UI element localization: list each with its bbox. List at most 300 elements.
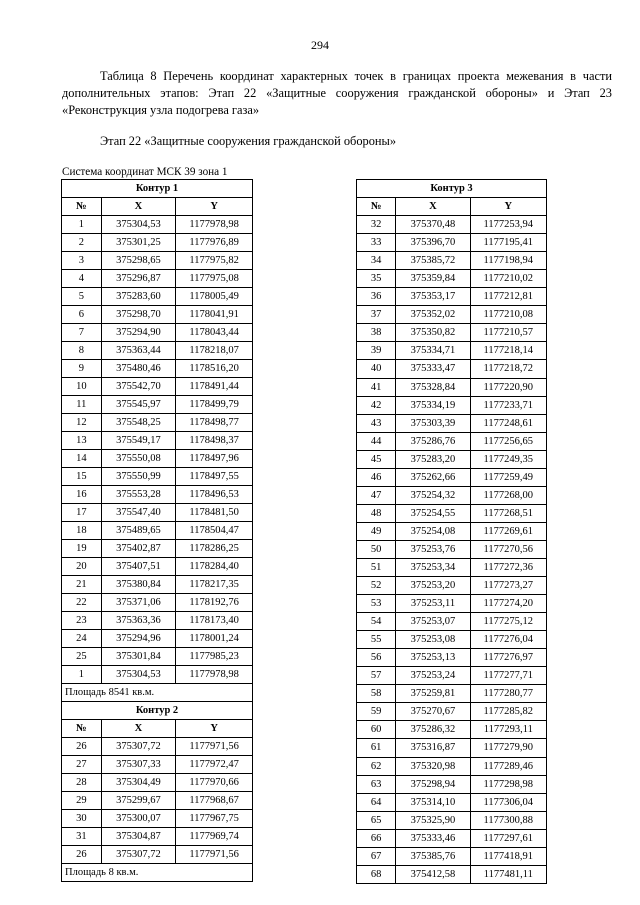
table-row (62, 810, 253, 828)
table-row (357, 811, 547, 829)
y-coordinate: 1177259,49 (470, 468, 546, 486)
table-row (357, 432, 547, 450)
table-row (62, 342, 253, 360)
x-coordinate: 375259,81 (396, 685, 470, 703)
y-coordinate: 1177285,82 (470, 703, 546, 721)
table-caption: Таблица 8 Перечень координат характерных точек в границах проекта межевания в части дополнительных этапов: Этап 22 «Защитные сооружения гражданской обороны» и Этап 23 «Реконструкция узла подогрева газа» (62, 69, 612, 117)
table-row (357, 234, 547, 252)
right-table-body (357, 180, 547, 884)
point-number: 23 (62, 612, 102, 630)
contour-title: Контур 3 (357, 180, 547, 198)
y-coordinate: 1178498,77 (176, 414, 253, 432)
table-row (357, 378, 547, 396)
table-row (357, 775, 547, 793)
point-number: 25 (62, 648, 102, 666)
point-number: 65 (357, 811, 396, 829)
x-coordinate: 375333,46 (396, 829, 470, 847)
point-number: 1 (62, 216, 102, 234)
y-coordinate: 1177972,47 (176, 756, 253, 774)
point-number: 29 (62, 792, 102, 810)
point-number: 13 (62, 432, 102, 450)
x-coordinate: 375301,84 (101, 648, 176, 666)
x-coordinate: 375283,20 (396, 450, 470, 468)
point-number: 7 (62, 324, 102, 342)
point-number: 8 (62, 342, 102, 360)
table-row (357, 360, 547, 378)
x-coordinate: 375352,02 (396, 306, 470, 324)
point-number: 35 (357, 270, 396, 288)
table-row (357, 739, 547, 757)
point-number: 32 (357, 216, 396, 234)
y-coordinate: 1177269,61 (470, 522, 546, 540)
y-coordinate: 1178481,50 (176, 504, 253, 522)
point-number: 31 (62, 828, 102, 846)
table-row (357, 396, 547, 414)
point-number: 46 (357, 468, 396, 486)
x-coordinate: 375262,66 (396, 468, 470, 486)
y-coordinate: 1177248,61 (470, 414, 546, 432)
point-number: 60 (357, 721, 396, 739)
table-row (62, 576, 253, 594)
x-coordinate: 375270,67 (396, 703, 470, 721)
x-coordinate: 375253,11 (396, 595, 470, 613)
table-row (357, 414, 547, 432)
column-header-row (62, 198, 253, 216)
table-row (357, 216, 547, 234)
y-coordinate: 1177270,56 (470, 540, 546, 558)
point-number: 34 (357, 252, 396, 270)
table-row (62, 612, 253, 630)
table-row (357, 270, 547, 288)
point-number: 45 (357, 450, 396, 468)
coordinates-table-left (61, 179, 253, 882)
point-number: 63 (357, 775, 396, 793)
point-number: 12 (62, 414, 102, 432)
table-row (62, 468, 253, 486)
point-number: 47 (357, 486, 396, 504)
y-coordinate: 1177274,20 (470, 595, 546, 613)
point-number: 56 (357, 649, 396, 667)
table-row (357, 450, 547, 468)
contour-title-row (62, 702, 253, 720)
column-header-y: Y (470, 198, 546, 216)
x-coordinate: 375353,17 (396, 288, 470, 306)
y-coordinate: 1177273,27 (470, 577, 546, 595)
x-coordinate: 375320,98 (396, 757, 470, 775)
point-number: 19 (62, 540, 102, 558)
point-number: 21 (62, 576, 102, 594)
stage-title: Этап 22 «Защитные сооружения гражданской обороны» (100, 134, 397, 148)
x-coordinate: 375286,76 (396, 432, 470, 450)
x-coordinate: 375253,76 (396, 540, 470, 558)
y-coordinate: 1177289,46 (470, 757, 546, 775)
x-coordinate: 375314,10 (396, 793, 470, 811)
table-row (357, 649, 547, 667)
x-coordinate: 375402,87 (101, 540, 176, 558)
x-coordinate: 375303,39 (396, 414, 470, 432)
table-row (62, 216, 253, 234)
area-row (62, 864, 253, 882)
point-number: 49 (357, 522, 396, 540)
y-coordinate: 1177198,94 (470, 252, 546, 270)
table-row (357, 306, 547, 324)
coordinate-system-label: Система координат МСК 39 зона 1 (62, 166, 228, 178)
x-coordinate: 375253,24 (396, 667, 470, 685)
point-number: 5 (62, 288, 102, 306)
x-coordinate: 375254,32 (396, 486, 470, 504)
table-row (62, 594, 253, 612)
point-number: 3 (62, 252, 102, 270)
y-coordinate: 1177249,35 (470, 450, 546, 468)
table-row (62, 756, 253, 774)
table-row (357, 829, 547, 847)
x-coordinate: 375380,84 (101, 576, 176, 594)
x-coordinate: 375300,07 (101, 810, 176, 828)
y-coordinate: 1178496,53 (176, 486, 253, 504)
x-coordinate: 375480,46 (101, 360, 176, 378)
table-row (357, 631, 547, 649)
point-number: 33 (357, 234, 396, 252)
table-row (357, 865, 547, 883)
table-row (62, 774, 253, 792)
point-number: 30 (62, 810, 102, 828)
column-header-num: № (357, 198, 396, 216)
point-number: 61 (357, 739, 396, 757)
y-coordinate: 1177268,00 (470, 486, 546, 504)
point-number: 37 (357, 306, 396, 324)
point-number: 1 (62, 666, 102, 684)
point-number: 26 (62, 738, 102, 756)
table-row (357, 721, 547, 739)
x-coordinate: 375294,90 (101, 324, 176, 342)
table-row (357, 577, 547, 595)
column-header-num: № (62, 720, 102, 738)
x-coordinate: 375371,06 (101, 594, 176, 612)
y-coordinate: 1177277,71 (470, 667, 546, 685)
left-table-body (62, 180, 253, 882)
x-coordinate: 375363,36 (101, 612, 176, 630)
table-row (62, 432, 253, 450)
y-coordinate: 1177210,02 (470, 270, 546, 288)
y-coordinate: 1178499,79 (176, 396, 253, 414)
contour-title: Контур 2 (62, 702, 253, 720)
table-row (62, 378, 253, 396)
column-header-y: Y (176, 720, 253, 738)
y-coordinate: 1178005,49 (176, 288, 253, 306)
column-header-num: № (62, 198, 102, 216)
y-coordinate: 1178286,25 (176, 540, 253, 558)
y-coordinate: 1177975,08 (176, 270, 253, 288)
x-coordinate: 375385,76 (396, 847, 470, 865)
x-coordinate: 375286,32 (396, 721, 470, 739)
y-coordinate: 1177976,89 (176, 234, 253, 252)
x-coordinate: 375333,47 (396, 360, 470, 378)
x-coordinate: 375307,72 (101, 738, 176, 756)
table-row (62, 324, 253, 342)
table-row (62, 396, 253, 414)
table-row (62, 270, 253, 288)
x-coordinate: 375547,40 (101, 504, 176, 522)
x-coordinate: 375489,65 (101, 522, 176, 540)
area-value: Площадь 8 кв.м. (62, 864, 253, 882)
y-coordinate: 1177970,66 (176, 774, 253, 792)
area-value: Площадь 8541 кв.м. (62, 684, 253, 702)
x-coordinate: 375298,65 (101, 252, 176, 270)
y-coordinate: 1177272,36 (470, 558, 546, 576)
y-coordinate: 1177978,98 (176, 666, 253, 684)
y-coordinate: 1177210,08 (470, 306, 546, 324)
table-row (357, 613, 547, 631)
x-coordinate: 375253,34 (396, 558, 470, 576)
table-row (357, 486, 547, 504)
point-number: 16 (62, 486, 102, 504)
x-coordinate: 375307,72 (101, 846, 176, 864)
table-row (357, 522, 547, 540)
y-coordinate: 1177280,77 (470, 685, 546, 703)
y-coordinate: 1177218,72 (470, 360, 546, 378)
x-coordinate: 375549,17 (101, 432, 176, 450)
y-coordinate: 1177971,56 (176, 846, 253, 864)
y-coordinate: 1177275,12 (470, 613, 546, 631)
column-header-x: X (101, 720, 176, 738)
table-row (357, 595, 547, 613)
x-coordinate: 375294,96 (101, 630, 176, 648)
point-number: 15 (62, 468, 102, 486)
column-header-row (62, 720, 253, 738)
point-number: 43 (357, 414, 396, 432)
point-number: 59 (357, 703, 396, 721)
x-coordinate: 375299,67 (101, 792, 176, 810)
y-coordinate: 1177276,97 (470, 649, 546, 667)
y-coordinate: 1177481,11 (470, 865, 546, 883)
table-row (62, 252, 253, 270)
y-coordinate: 1178218,07 (176, 342, 253, 360)
y-coordinate: 1178491,44 (176, 378, 253, 396)
x-coordinate: 375363,44 (101, 342, 176, 360)
y-coordinate: 1177293,11 (470, 721, 546, 739)
table-row (62, 648, 253, 666)
x-coordinate: 375334,71 (396, 342, 470, 360)
y-coordinate: 1177253,94 (470, 216, 546, 234)
x-coordinate: 375548,25 (101, 414, 176, 432)
x-coordinate: 375550,99 (101, 468, 176, 486)
x-coordinate: 375254,55 (396, 504, 470, 522)
y-coordinate: 1178192,76 (176, 594, 253, 612)
x-coordinate: 375253,08 (396, 631, 470, 649)
table-row (357, 558, 547, 576)
x-coordinate: 375385,72 (396, 252, 470, 270)
x-coordinate: 375298,94 (396, 775, 470, 793)
x-coordinate: 375304,53 (101, 666, 176, 684)
y-coordinate: 1177218,14 (470, 342, 546, 360)
point-number: 38 (357, 324, 396, 342)
table-row (357, 504, 547, 522)
table-row (62, 828, 253, 846)
y-coordinate: 1177978,98 (176, 216, 253, 234)
y-coordinate: 1177969,74 (176, 828, 253, 846)
point-number: 28 (62, 774, 102, 792)
y-coordinate: 1178497,96 (176, 450, 253, 468)
point-number: 41 (357, 378, 396, 396)
point-number: 39 (357, 342, 396, 360)
table-row (62, 666, 253, 684)
x-coordinate: 375350,82 (396, 324, 470, 342)
point-number: 51 (357, 558, 396, 576)
x-coordinate: 375283,60 (101, 288, 176, 306)
x-coordinate: 375304,87 (101, 828, 176, 846)
coordinates-table-right (356, 179, 547, 884)
y-coordinate: 1177306,04 (470, 793, 546, 811)
y-coordinate: 1177210,57 (470, 324, 546, 342)
point-number: 50 (357, 540, 396, 558)
x-coordinate: 375307,33 (101, 756, 176, 774)
column-header-x: X (101, 198, 176, 216)
area-row (62, 684, 253, 702)
y-coordinate: 1177971,56 (176, 738, 253, 756)
y-coordinate: 1177418,91 (470, 847, 546, 865)
point-number: 9 (62, 360, 102, 378)
x-coordinate: 375301,25 (101, 234, 176, 252)
x-coordinate: 375359,84 (396, 270, 470, 288)
point-number: 20 (62, 558, 102, 576)
y-coordinate: 1177967,75 (176, 810, 253, 828)
point-number: 55 (357, 631, 396, 649)
table-row (62, 234, 253, 252)
y-coordinate: 1177268,51 (470, 504, 546, 522)
point-number: 17 (62, 504, 102, 522)
table-row (62, 558, 253, 576)
y-coordinate: 1178498,37 (176, 432, 253, 450)
point-number: 40 (357, 360, 396, 378)
y-coordinate: 1177985,23 (176, 648, 253, 666)
y-coordinate: 1177276,04 (470, 631, 546, 649)
point-number: 27 (62, 756, 102, 774)
x-coordinate: 375253,20 (396, 577, 470, 595)
table-row (62, 792, 253, 810)
y-coordinate: 1178041,91 (176, 306, 253, 324)
x-coordinate: 375325,90 (396, 811, 470, 829)
column-header-x: X (396, 198, 470, 216)
y-coordinate: 1177279,90 (470, 739, 546, 757)
table-row (357, 540, 547, 558)
point-number: 64 (357, 793, 396, 811)
point-number: 2 (62, 234, 102, 252)
point-number: 48 (357, 504, 396, 522)
table-row (357, 667, 547, 685)
point-number: 68 (357, 865, 396, 883)
table-row (357, 847, 547, 865)
point-number: 67 (357, 847, 396, 865)
y-coordinate: 1177298,98 (470, 775, 546, 793)
table-row (62, 450, 253, 468)
y-coordinate: 1177233,71 (470, 396, 546, 414)
y-coordinate: 1177975,82 (176, 252, 253, 270)
table-row (357, 468, 547, 486)
y-coordinate: 1177256,65 (470, 432, 546, 450)
x-coordinate: 375253,07 (396, 613, 470, 631)
y-coordinate: 1178173,40 (176, 612, 253, 630)
point-number: 62 (357, 757, 396, 775)
y-coordinate: 1178497,55 (176, 468, 253, 486)
point-number: 54 (357, 613, 396, 631)
table-row (62, 288, 253, 306)
table-row (62, 738, 253, 756)
point-number: 36 (357, 288, 396, 306)
x-coordinate: 375545,97 (101, 396, 176, 414)
x-coordinate: 375407,51 (101, 558, 176, 576)
table-row (357, 324, 547, 342)
table-row (357, 703, 547, 721)
point-number: 4 (62, 270, 102, 288)
y-coordinate: 1178284,40 (176, 558, 253, 576)
table-row (62, 360, 253, 378)
y-coordinate: 1177212,81 (470, 288, 546, 306)
point-number: 26 (62, 846, 102, 864)
y-coordinate: 1177300,88 (470, 811, 546, 829)
point-number: 10 (62, 378, 102, 396)
y-coordinate: 1178504,47 (176, 522, 253, 540)
x-coordinate: 375316,87 (396, 739, 470, 757)
point-number: 14 (62, 450, 102, 468)
y-coordinate: 1177195,41 (470, 234, 546, 252)
y-coordinate: 1178516,20 (176, 360, 253, 378)
x-coordinate: 375542,70 (101, 378, 176, 396)
contour-title-row (62, 180, 253, 198)
table-row (357, 342, 547, 360)
x-coordinate: 375253,13 (396, 649, 470, 667)
table-row (62, 504, 253, 522)
point-number: 6 (62, 306, 102, 324)
x-coordinate: 375396,70 (396, 234, 470, 252)
y-coordinate: 1177297,61 (470, 829, 546, 847)
x-coordinate: 375550,08 (101, 450, 176, 468)
contour-title: Контур 1 (62, 180, 253, 198)
y-coordinate: 1178217,35 (176, 576, 253, 594)
point-number: 44 (357, 432, 396, 450)
column-header-row (357, 198, 547, 216)
point-number: 11 (62, 396, 102, 414)
x-coordinate: 375553,28 (101, 486, 176, 504)
x-coordinate: 375298,70 (101, 306, 176, 324)
table-row (357, 793, 547, 811)
table-row (62, 540, 253, 558)
table-row (62, 414, 253, 432)
point-number: 58 (357, 685, 396, 703)
table-row (357, 757, 547, 775)
point-number: 18 (62, 522, 102, 540)
y-coordinate: 1177220,90 (470, 378, 546, 396)
point-number: 57 (357, 667, 396, 685)
x-coordinate: 375328,84 (396, 378, 470, 396)
table-row (62, 522, 253, 540)
table-row (62, 306, 253, 324)
table-row (62, 486, 253, 504)
point-number: 22 (62, 594, 102, 612)
point-number: 66 (357, 829, 396, 847)
x-coordinate: 375334,19 (396, 396, 470, 414)
table-row (357, 685, 547, 703)
y-coordinate: 1178043,44 (176, 324, 253, 342)
table-row (357, 288, 547, 306)
point-number: 24 (62, 630, 102, 648)
x-coordinate: 375304,53 (101, 216, 176, 234)
point-number: 42 (357, 396, 396, 414)
table-row (62, 846, 253, 864)
column-header-y: Y (176, 198, 253, 216)
x-coordinate: 375304,49 (101, 774, 176, 792)
table-row (357, 252, 547, 270)
point-number: 53 (357, 595, 396, 613)
